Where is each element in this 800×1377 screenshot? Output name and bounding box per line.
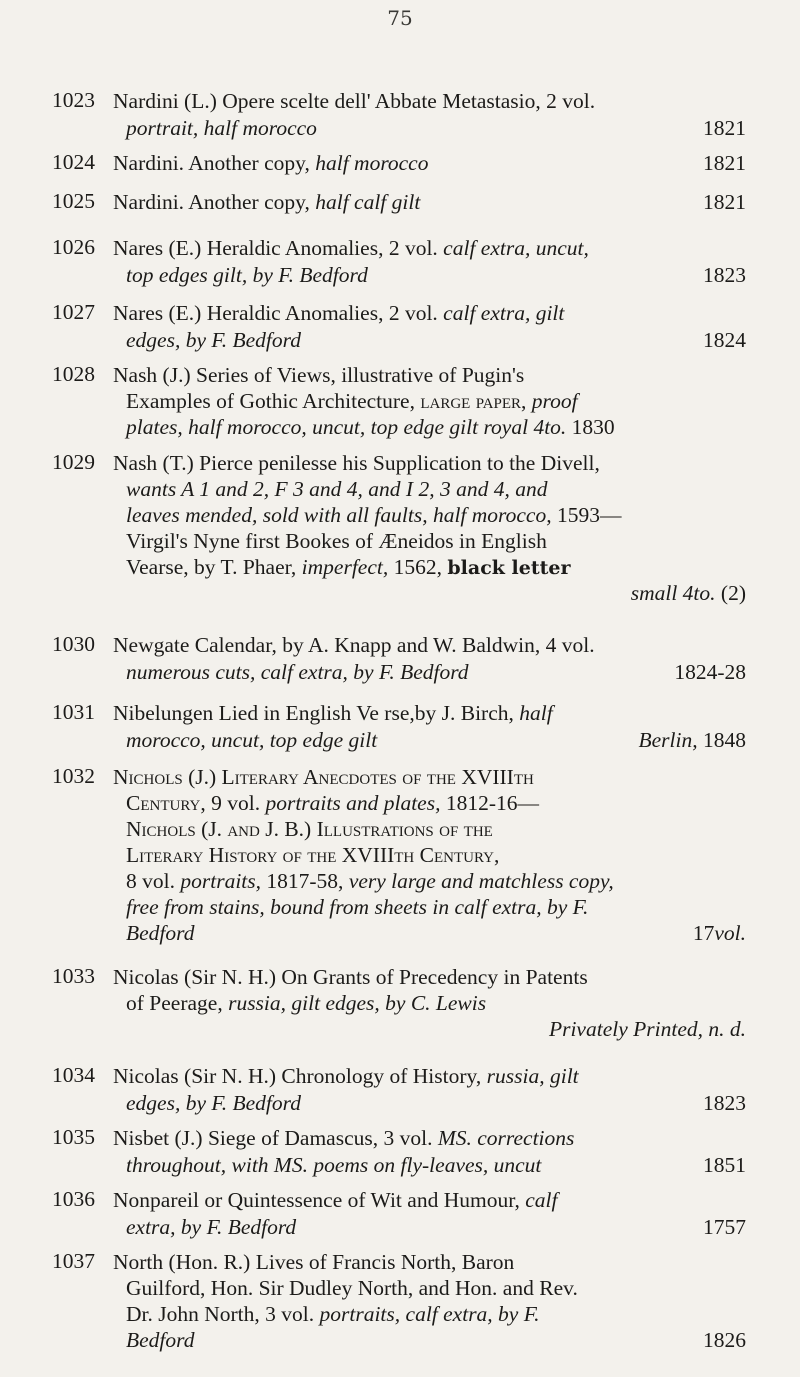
lot-number: 1027: [52, 300, 95, 324]
entry-line: [113, 450, 746, 476]
entry-line: [126, 388, 746, 414]
entry-text: Bedford: [126, 921, 195, 945]
entry-line: [126, 1090, 746, 1117]
entry-line: [126, 727, 746, 754]
entry-line: [113, 764, 746, 790]
entry-text: Century,: [126, 791, 206, 815]
entry-text: top edges gilt, by F. Bedford: [126, 263, 368, 287]
entry-text: calf extra, gilt: [443, 301, 565, 325]
entry-text: free from stains, bound from sheets in calf extra, by F.: [126, 895, 589, 919]
entry-line: [126, 262, 746, 289]
entry-text: 1812-16—: [440, 791, 540, 815]
entry-text: Nash (J.) Series of Views, illustrative of Pugin's: [113, 363, 525, 387]
catalogue-entry: [52, 764, 746, 946]
entry-date: 1757: [703, 1215, 746, 1239]
lot-number: 1032: [52, 764, 95, 788]
entry-text: half calf gilt: [315, 190, 421, 214]
entry-text: proof: [531, 389, 578, 413]
entry-text: 1593—: [551, 503, 622, 527]
entry-text: (2): [715, 581, 746, 605]
entry-line: [126, 414, 746, 440]
entry-date: 1851: [703, 1153, 746, 1177]
entry-date: 1823: [703, 263, 746, 287]
entry-text: small 4to.: [630, 581, 716, 605]
page-number: 75: [387, 6, 413, 30]
entry-text: throughout, with MS. poems on fly-leaves, uncut: [126, 1153, 542, 1177]
entry-text: Nicolas (Sir N. H.) On Grants of Precedency in Patents: [113, 965, 588, 989]
entry-line: [126, 580, 746, 606]
entry-line: [126, 476, 746, 502]
lot-number: 1026: [52, 235, 95, 259]
entry-line: [113, 362, 746, 388]
entry-text: russia, gilt: [486, 1064, 579, 1088]
entry-line: [113, 1125, 746, 1152]
entry-line: [126, 1327, 746, 1353]
lot-number: 1034: [52, 1063, 95, 1087]
entry-line: [126, 1275, 746, 1301]
entry-line: [126, 842, 746, 868]
entry-text: Nichols (J.) Literary Anecdotes of the XVIIIth: [113, 765, 534, 789]
entry-text: half: [519, 701, 553, 725]
catalogue-entry: [52, 1063, 746, 1117]
entry-text: Privately Printed, n. d.: [548, 1017, 746, 1041]
entry-text: Literary History of the XVIIIth Century,: [126, 843, 500, 867]
entry-text: Vearse, by T. Phaer,: [126, 555, 302, 579]
entry-text: 8 vol.: [126, 869, 181, 893]
entry-text: black letter: [447, 557, 571, 579]
entry-text: Nardini. Another copy,: [113, 190, 316, 214]
entry-line: [126, 894, 746, 920]
entry-line: [113, 150, 746, 177]
catalogue-entry: [52, 450, 746, 606]
entry-line: [126, 327, 746, 354]
entry-text: Dr. John North, 3 vol.: [126, 1302, 320, 1326]
entry-text: portraits,: [180, 869, 262, 893]
entry-line: [113, 700, 746, 727]
entry-line: [113, 300, 746, 327]
entry-line: [126, 659, 746, 686]
entry-line: [126, 528, 746, 554]
entry-date: 1824: [703, 328, 746, 352]
entry-line: [113, 632, 746, 659]
catalogue-entry: [52, 964, 746, 1042]
entry-line: [126, 816, 746, 842]
lot-number: 1037: [52, 1249, 95, 1273]
entry-text: 1830: [566, 415, 615, 439]
catalogue-entry: [52, 300, 746, 354]
entry-text: Newgate Calendar, by A. Knapp and W. Baldwin, 4 vol.: [113, 633, 595, 657]
entry-line: [113, 1187, 746, 1214]
catalogue-entry: [52, 700, 746, 754]
entry-text: plates, half morocco, uncut, top edge gilt royal 4to.: [126, 415, 567, 439]
entry-date: 1824-28: [674, 660, 746, 684]
catalogue-entry: [52, 150, 746, 177]
lot-number: 1030: [52, 632, 95, 656]
lot-number: 1035: [52, 1125, 95, 1149]
catalogue-entry: [52, 235, 746, 289]
lot-number: 1029: [52, 450, 95, 474]
entry-line: [126, 1214, 746, 1241]
entry-text: 9 vol.: [205, 791, 266, 815]
catalogue-entry: [52, 632, 746, 686]
entry-text: 1817-58,: [261, 869, 349, 893]
entry-text: extra, by F. Bedford: [126, 1215, 297, 1239]
entry-text: Nardini (L.) Opere scelte dell' Abbate Metastasio, 2 vol.: [113, 89, 596, 113]
catalogue-entry: [52, 1187, 746, 1241]
entry-text: Examples of Gothic Architecture,: [126, 389, 421, 413]
entry-line: [126, 115, 746, 142]
entry-text: leaves mended, sold with all faults, half morocco,: [126, 503, 552, 527]
entry-line: [113, 1063, 746, 1090]
entry-text: Nares (E.) Heraldic Anomalies, 2 vol.: [113, 236, 444, 260]
lot-number: 1036: [52, 1187, 95, 1211]
entry-text: imperfect,: [301, 555, 389, 579]
lot-number: 1023: [52, 88, 95, 112]
entry-text: Nonpareil or Quintessence of Wit and Humour,: [113, 1188, 526, 1212]
entry-text: large paper,: [420, 389, 527, 413]
entry-text: calf extra, uncut,: [443, 236, 589, 260]
catalogue-entry: [52, 1125, 746, 1179]
entry-text: Nash (T.) Pierce penilesse his Supplication to the Divell,: [113, 451, 600, 475]
entry-line: [113, 189, 746, 216]
catalogue-entry: [52, 362, 746, 440]
entry-line: [126, 790, 746, 816]
entry-text: wants A 1 and 2, F 3 and 4, and I 2, 3 and 4, and: [126, 477, 548, 501]
entry-text: MS. corrections: [437, 1126, 575, 1150]
entry-text: edges, by F. Bedford: [126, 328, 301, 352]
entry-text: Nibelungen Lied in English Ve rse,by J. Birch,: [113, 701, 520, 725]
entry-line: [126, 920, 746, 946]
entry-date: 1821: [703, 116, 746, 140]
entry-text: half morocco: [315, 151, 429, 175]
entry-text: Nares (E.) Heraldic Anomalies, 2 vol.: [113, 301, 444, 325]
entry-date: 1821: [703, 151, 746, 175]
catalogue-entry: [52, 1249, 746, 1353]
entry-text: very large and matchless copy,: [348, 869, 614, 893]
entry-line: [113, 1249, 746, 1275]
entry-date: 17vol.: [692, 921, 746, 945]
entry-text: portrait, half morocco: [126, 116, 317, 140]
entry-line: [126, 1301, 746, 1327]
entry-date: 1821: [703, 190, 746, 214]
entry-text: edges, by F. Bedford: [126, 1091, 301, 1115]
lot-number: 1025: [52, 189, 95, 213]
entry-text: portraits and plates,: [265, 791, 441, 815]
lot-number: 1031: [52, 700, 95, 724]
entry-text: Nichols (J. and J. B.) Illustrations of the: [126, 817, 493, 841]
entry-text: Nicolas (Sir N. H.) Chronology of History,: [113, 1064, 487, 1088]
lot-number: 1033: [52, 964, 95, 988]
entry-line: [126, 1152, 746, 1179]
entry-text: Nardini. Another copy,: [113, 151, 316, 175]
entry-line: [126, 1016, 746, 1042]
entry-text: morocco, uncut, top edge gilt: [126, 728, 378, 752]
entry-text: of Peerage,: [126, 991, 229, 1015]
entry-text: russia, gilt edges, by C. Lewis: [228, 991, 487, 1015]
lot-number: 1024: [52, 150, 95, 174]
entry-line: [113, 88, 746, 115]
entry-text: Nisbet (J.) Siege of Damascus, 3 vol.: [113, 1126, 438, 1150]
entry-text: Virgil's Nyne first Bookes of Æneidos in English: [126, 529, 547, 553]
entry-line: [113, 235, 746, 262]
entry-text: Guilford, Hon. Sir Dudley North, and Hon. and Rev.: [126, 1276, 578, 1300]
entry-line: [126, 868, 746, 894]
entry-text: Bedford: [126, 1328, 195, 1352]
entry-date: 1826: [703, 1328, 746, 1352]
entry-text: portraits, calf extra, by F.: [319, 1302, 540, 1326]
lot-number: 1028: [52, 362, 95, 386]
catalogue-entry: [52, 88, 746, 142]
entry-text: 1562,: [388, 555, 448, 579]
entry-line: [126, 990, 746, 1016]
entry-text: North (Hon. R.) Lives of Francis North, Baron: [113, 1250, 515, 1274]
entry-line: [113, 964, 746, 990]
entry-text: calf: [525, 1188, 558, 1212]
entry-line: [126, 502, 746, 528]
entry-date: Berlin, 1848: [638, 728, 746, 752]
entry-text: numerous cuts, calf extra, by F. Bedford: [126, 660, 469, 684]
entry-date: 1823: [703, 1091, 746, 1115]
catalogue-entry: [52, 189, 746, 216]
entry-line: [126, 554, 746, 580]
